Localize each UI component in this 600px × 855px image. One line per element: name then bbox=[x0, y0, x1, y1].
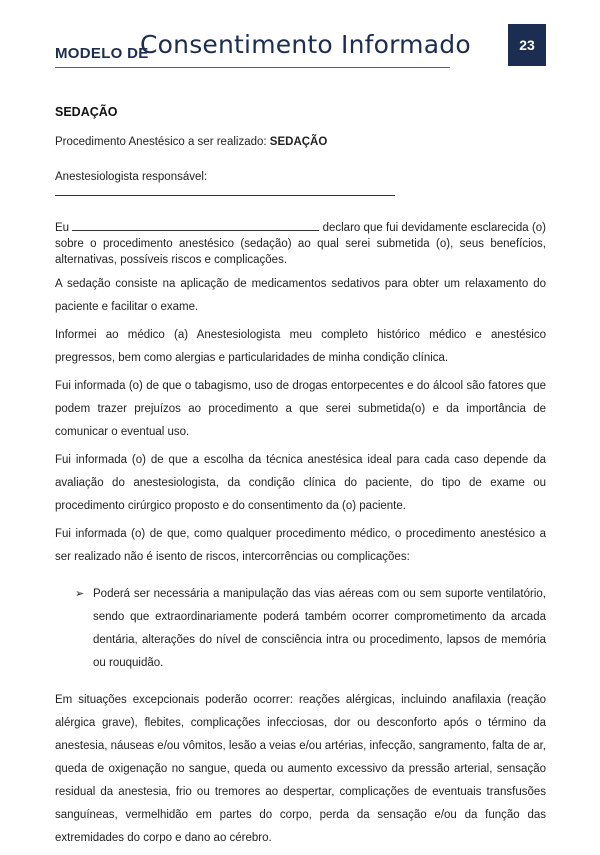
declaration-prefix: Eu bbox=[55, 222, 73, 234]
paragraph: A sedação consiste na aplicação de medicamentos sedativos para obter um relaxamento do paciente e facilitar o exame. bbox=[55, 278, 546, 313]
procedure-value: SEDAÇÃO bbox=[269, 136, 328, 148]
declaration-text: declaro que fui devidamente esclarecida (o) sobre o procedimento anestésico (sedação) ao qual serei submetida (o), seus benefícios, alternativas, possíveis riscos e complicações. bbox=[55, 222, 546, 266]
patient-name-field[interactable] bbox=[72, 220, 319, 231]
anesthetist-line bbox=[55, 169, 546, 201]
list-item bbox=[75, 583, 546, 675]
paragraph: Fui informada (o) de que, como qualquer procedimento médico, o procedimento anestésico a ser realizado não é isento de riscos, intercorrências ou complicações: bbox=[55, 528, 546, 563]
header-divider bbox=[55, 67, 450, 68]
paragraph: Fui informada (o) de que o tabagismo, uso de drogas entorpecentes e do álcool são fatores que podem trazer prejuízos ao procedimento a que serei submetida(o) e da importância de comunicar o eventual uso. bbox=[55, 380, 546, 438]
page-number-badge: 23 bbox=[508, 24, 546, 66]
list-item-text: Poderá ser necessária a manipulação das vias aéreas com ou sem suporte ventilatório, sendo que extraordinariamente poderá também ocorrer comprometimento da arcada dentária, alterações do nível de consciência intra ou procedimento, lapsos de memória ou rouquidão. bbox=[93, 588, 546, 669]
declaration-paragraph bbox=[55, 220, 546, 268]
page-header bbox=[0, 0, 600, 72]
section-title: SEDAÇÃO bbox=[55, 105, 118, 119]
brand-prefix: MODELO DE bbox=[55, 45, 149, 62]
brand-title: Consentimento Informado bbox=[140, 30, 471, 59]
anesthetist-name-field[interactable] bbox=[55, 185, 395, 196]
risk-list bbox=[55, 583, 546, 675]
procedure-line bbox=[55, 134, 546, 150]
arrow-bullet-icon: ➢ bbox=[75, 588, 85, 600]
procedure-label: Procedimento Anestésico a ser realizado: bbox=[55, 136, 270, 148]
closing-paragraph: Em situações excepcionais poderão ocorrer: reações alérgicas, incluindo anafilaxia (reação alérgica grave), flebites, complicações infecciosas, dor ou desconforto após o término da anestesia, náuseas e/ou vômitos, lesão a veias e/ou artérias, infecção, sangramento, falta de ar, queda de oxigenação no sangue, queda ou aumento excessivo da pressão arterial, sensação residual da anestesia, frio ou tremores ao despertar, complicações de eventuais transfusões sanguíneas, vermelhidão em partes do corpo, perda da sensação e/ou da função das extremidades do corpo e dano ao cérebro. bbox=[55, 694, 546, 844]
paragraph: Informei ao médico (a) Anestesiologista meu completo histórico médico e anestésico pregressos, bem como alergias e particularidades de minha condição clínica. bbox=[55, 329, 546, 364]
document-body bbox=[55, 104, 546, 855]
paragraph: Fui informada (o) de que a escolha da técnica anestésica ideal para cada caso depende da avaliação do anestesiologista, da condição clínica do paciente, do tipo de exame ou procedimento cirúrgico proposto e do consentimento da (o) paciente. bbox=[55, 454, 546, 512]
anesthetist-label: Anestesiologista responsável: bbox=[55, 171, 208, 183]
